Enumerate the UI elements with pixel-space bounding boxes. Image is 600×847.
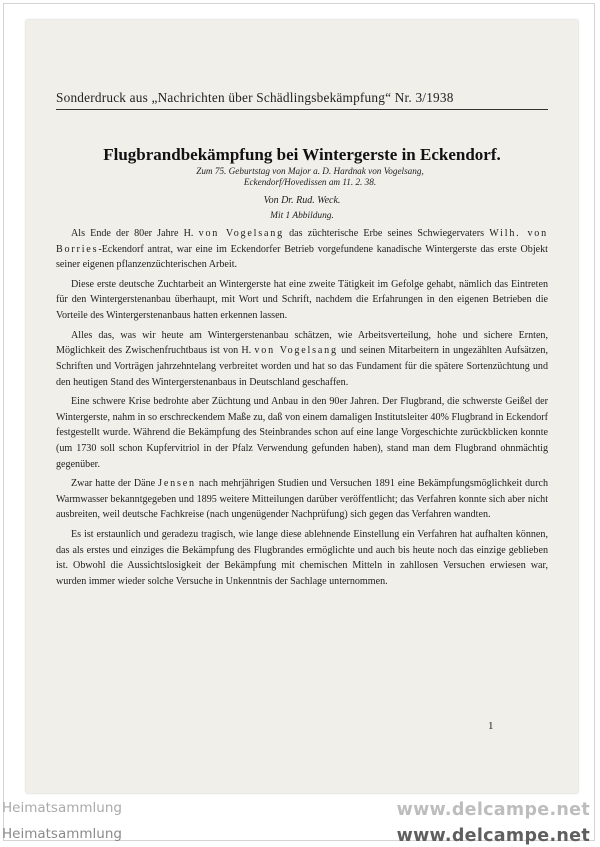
article-body (56, 226, 548, 594)
person-name: von Vogelsang (254, 345, 338, 357)
paragraph-1 (56, 226, 548, 273)
text-run: Alles das, was wir heute am Wintergerstenanbau schätzen, wie Arbeitsverteilung, hohe und sichere Ernten, Möglichkeit des Zwischenfruchtbaus ist von H. (56, 329, 548, 357)
person-name: von Vogelsang (198, 228, 284, 239)
paragraph-2: Diese erste deutsche Zuchtarbeit an Wintergerste hat eine zweite Tätigkeit im Gefolge gehabt, nämlich das Eintreten für den Wintergerstenanbau überhaupt, mit Wort und Schrift, nachdem die Erfahrungen in den eigenen Betrieben die Vorteile des Wintergerstenanbaus hatten erkennen lassen. (56, 278, 548, 322)
author-line: Von Dr. Rud. Weck. (263, 195, 341, 206)
text-run: Zwar hatte der Däne (71, 478, 159, 490)
reprint-header: Sonderdruck aus „Nachrichten über Schädlingsbekämpfung“ Nr. 3/1938 (56, 90, 454, 105)
document-page (26, 20, 578, 793)
text-run: Als Ende der 80er Jahre H. (71, 228, 199, 239)
article-title: Flugbrandbekämpfung bei Wintergerste in Eckendorf. (103, 145, 501, 164)
text-run: nach mehrjährigen Studien und Versuchen 1891 eine Bekämpfungsmöglichkeit durch Warmwasser bekanntgegeben und 1895 weitere Mitteilungen darüber veröffentlicht; das Verfahren konnte sich aber nicht ausbreiten, weil deutsche Fachkreise (nach ungenügender Nachprüfung) sich gegen das Verfahren wandten. (56, 478, 548, 521)
paragraph-6: Es ist erstaunlich und geradezu tragisch, wie lange diese ablehnende Einstellung ein Verfahren hat aufhalten können, das als erstes und einziges die Bekämpfung des Flugbrandes ermöglichte und auch bis heute noch das einzige geblieben ist. Obwohl die Aussichtslosigkeit der Bekämpfung mit chemischen Mitteln in zahllosen Versuchen erwiesen war, wurden immer wieder solche Versuche in Unkenntnis der Sachlage unternommen. (56, 529, 548, 587)
dedication-line-1: Zum 75. Geburtstag von Major a. D. Hardnak von Vogelsang, (196, 166, 424, 176)
watermark-seller-bottom: Heimatsammlung (2, 826, 122, 842)
paragraph-3 (56, 328, 548, 390)
paragraph-4: Eine schwere Krise bedrohte aber Züchtung und Anbau in den 90er Jahren. Der Flugbrand, die schwerste Geißel der Wintergerste, nahm in so erschreckendem Maße zu, daß von einem damaligen Institutsleiter 40% Flugbrand in Eckendorf festgestellt wurde. Während die Bekämpfung des Steinbrandes schon auf eine lange Vorgeschichte zurückblicken konnte (um 1730 soll schon Kupfervitriol in der Pfalz Verwendung gefunden haben), stand man dem Flugbrand ohnmächtig gegenüber. (56, 396, 548, 470)
text-run: das züchterische Erbe seines Schwiegervaters (283, 228, 490, 239)
text-run: und seinen Mitarbeitern in ungezählten Aufsätzen, Schriften und Vorträgen jahrzehntelang verbreitet worden und hat so das Fundament für die spätere Sortenzüchtung und den heutigen Stand des Wintergerstenanbaus in Deutschland geschaffen. (56, 345, 549, 388)
watermark-site-bottom: www.delcampe.net (396, 826, 590, 846)
dedication-line-2: Eckendorf/Hovedissen am 11. 2. 38. (243, 177, 377, 187)
text-run: -Eckendorf antrat, war eine im Eckendorfer Betrieb vorgefundene kanadische Wintergerste das erste Objekt seiner eigenen pflanzenzüchterischen Arbeit. (56, 243, 548, 271)
person-name: Wilh. von Borries (56, 228, 548, 255)
watermark-site-top: www.delcampe.net (396, 800, 590, 820)
page-number: 1 (488, 720, 494, 732)
paragraph-5 (56, 476, 548, 523)
figure-note: Mit 1 Abbildung. (270, 211, 334, 221)
watermark-seller-top: Heimatsammlung (2, 800, 122, 816)
header-rule (56, 109, 548, 110)
person-name: Jensen (158, 478, 196, 490)
